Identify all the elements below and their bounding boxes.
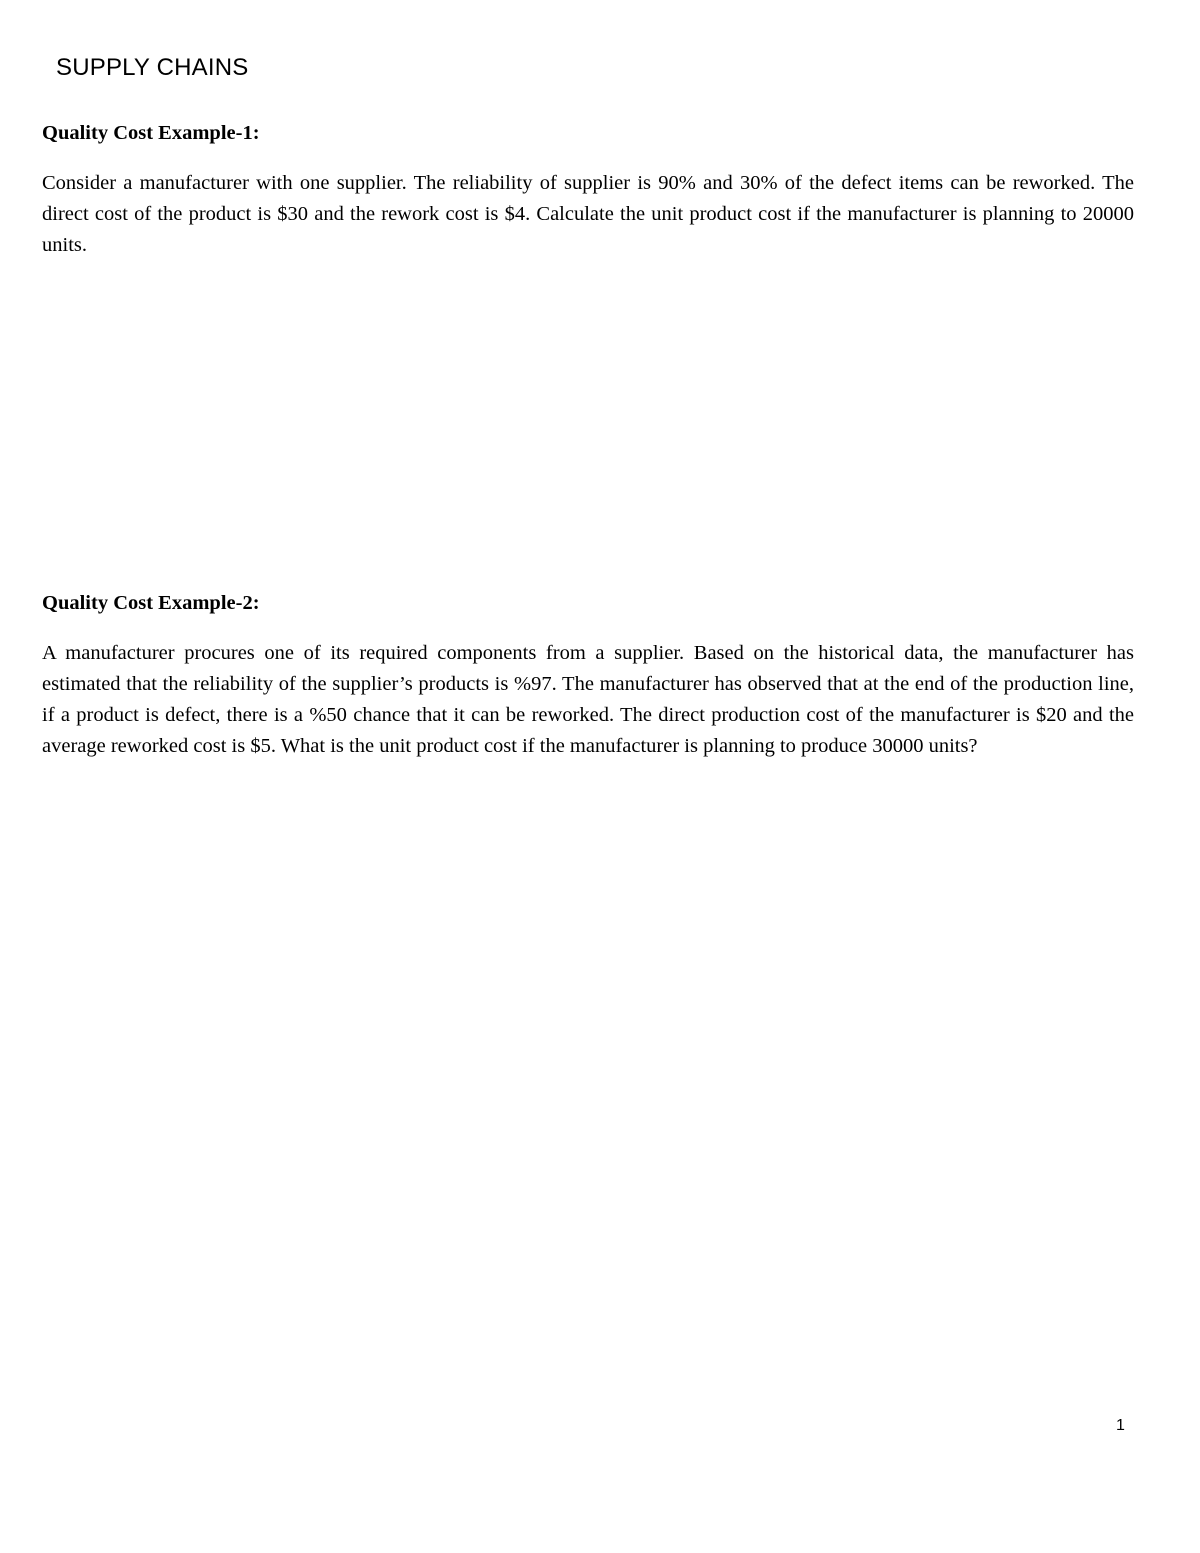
document-title: SUPPLY CHAINS (56, 54, 249, 81)
example-1-text: Consider a manufacturer with one supplier. The reliability of supplier is 90% and 30% of the defect items can be reworked. The direct cost of the product is $30 and the rework cost is $4. Calculate the unit product cost if the manufacturer is planning to 20000 units. (42, 172, 1134, 256)
example-1-section (42, 118, 1134, 261)
example-2-heading: Quality Cost Example-2: (42, 592, 260, 614)
example-2-text: A manufacturer procures one of its required components from a supplier. Based on the historical data, the manufacturer has estimated that the reliability of the supplier’s products is %97. The manufacturer has observed that at the end of the production line, if a product is defect, there is a %50 chance that it can be reworked. The direct production cost of the manufacturer is $20 and the average reworked cost is $5. What is the unit product cost if the manufacturer is planning to produce 30000 units? (42, 642, 1134, 757)
page-number: 1 (1116, 1417, 1125, 1434)
example-2-section (42, 588, 1134, 762)
example-1-heading: Quality Cost Example-1: (42, 122, 260, 144)
